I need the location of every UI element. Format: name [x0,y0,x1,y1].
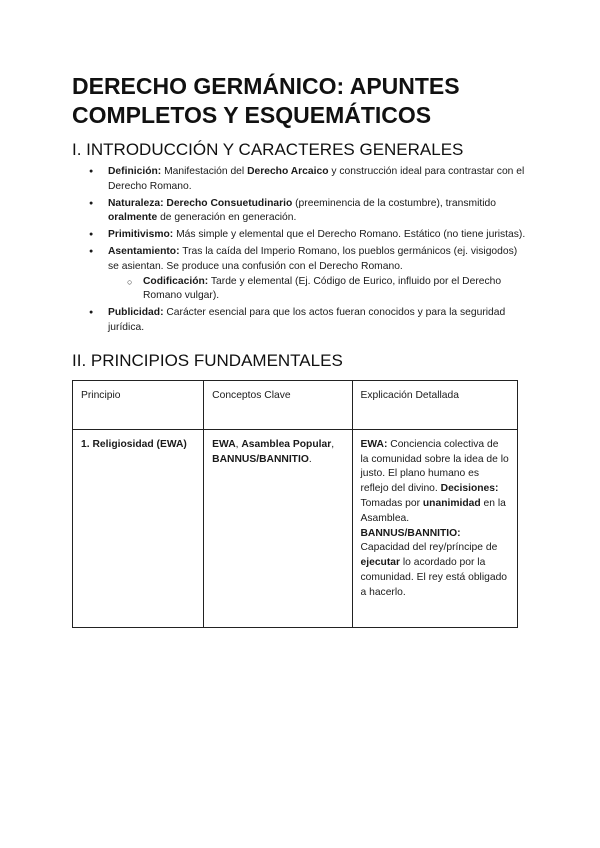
item-text: Tarde y elemental (Ej. Código de Eurico, influido por el Derecho Romano vulgar). [143,275,502,302]
explanation-bold: EWA: [360,438,388,450]
principle-cell [73,429,204,627]
explanation-text: Capacidad del rey/príncipe de [360,542,498,554]
item-text: Carácter esencial para que los actos fueran conocidos y para la seguridad jurídica. [108,307,506,333]
principles-table [72,380,518,628]
section-heading-introduccion: I. INTRODUCCIÓN Y CARACTERES GENERALES [72,140,464,159]
item-text: de generación en generación. [157,212,297,224]
item-label: Primitivismo: [108,229,174,241]
concept-bold: Asamblea Popular [241,438,332,450]
concept-bold: BANNUS/BANNITIO [212,453,309,465]
list-item-definicion [108,165,528,195]
concept-text: , [235,438,242,450]
item-text: y construcción ideal para contrastar con el Derecho Romano. [108,166,525,192]
list-item-codificacion [143,275,528,305]
column-header-principio: Principio [73,380,204,429]
explanation-bold: Decisiones: [440,483,499,495]
document-page [72,72,528,628]
explanation-text: lo acordado por la comunidad. El rey está obligado a hacerlo. [360,557,508,598]
table-row [73,429,518,627]
item-label: Publicidad: [108,307,164,319]
item-bold-text: Derecho Arcaico [247,166,329,177]
explanation-cell [352,429,518,627]
sub-bullet-list [108,275,528,305]
item-label: Codificación: [143,275,209,287]
item-text: Manifestación del [161,166,248,177]
concept-bold: EWA [212,438,236,450]
concept-text: . [308,453,312,465]
item-bold-text: Derecho Consuetudinario [166,197,293,209]
document-title: DERECHO GERMÁNICO: APUNTES COMPLETOS Y ESQUEMÁTICOS [72,73,460,128]
column-header-conceptos: Conceptos Clave [204,380,352,429]
list-item-asentamiento [108,245,528,304]
explanation-text: Tomadas por [360,497,423,509]
column-header-explicacion: Explicación Detallada [352,380,518,429]
item-bold-text: oralmente [108,212,158,224]
concept-text: , [331,438,335,450]
item-label: Naturaleza: [108,197,164,209]
section-heading-principios: II. PRINCIPIOS FUNDAMENTALES [72,350,343,370]
list-item-primitivismo [108,228,528,243]
list-item-naturaleza [108,197,528,227]
explanation-text: en la Asamblea. [360,497,506,524]
list-item-publicidad [108,306,528,336]
principle-name: 1. Religiosidad (EWA) [81,438,187,450]
explanation-text: Conciencia colectiva de la comunidad sobre la idea de lo justo. El plano humano es reflejo del divino. [360,438,509,495]
concepts-cell [204,429,352,627]
item-text: Más simple y elemental que el Derecho Romano. Estático (no tiene juristas). [173,229,526,241]
explanation-bold: BANNUS/BANNITIO: [360,527,461,539]
explanation-bold: ejecutar [360,557,400,569]
table-header-row [73,380,518,429]
explanation-bold: unanimidad [422,497,481,509]
item-label: Definición: [108,166,162,177]
item-text: (preeminencia de la costumbre), transmitido [292,197,497,209]
intro-bullet-list [72,165,528,336]
item-label: Asentamiento: [108,245,180,257]
item-text: Tras la caída del Imperio Romano, los pueblos germánicos (ej. visigodos) se asientan. Se produce una confusión con el Derecho Romano. [108,245,518,272]
